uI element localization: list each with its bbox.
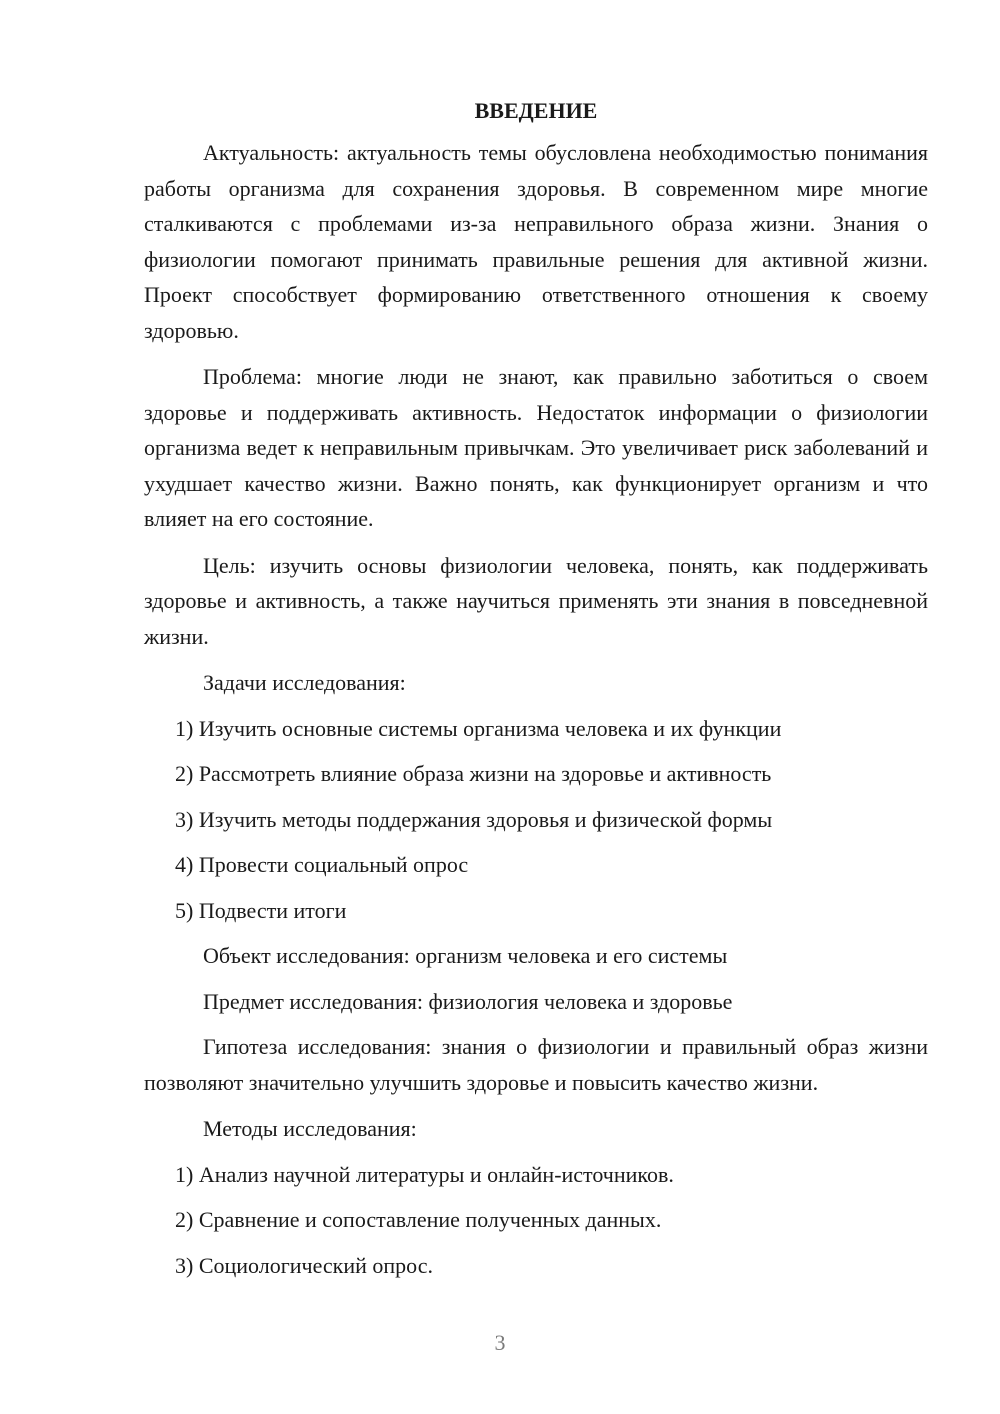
methods-heading: Методы исследования: xyxy=(203,1116,417,1141)
task-item: 3) Изучить методы поддержания здоровья и физической формы xyxy=(175,806,773,832)
tasks-heading: Задачи исследования: xyxy=(203,670,406,695)
object-line: Объект исследования: организм человека и его системы xyxy=(203,943,728,968)
task-item: 1) Изучить основные системы организма человека и их функции xyxy=(175,715,782,741)
subject-line: Предмет исследования: физиология человека и здоровье xyxy=(203,988,733,1014)
task-item: 2) Рассмотреть влияние образа жизни на здоровье и активность xyxy=(175,761,772,786)
method-item: 2) Сравнение и сопоставление полученных данных. xyxy=(175,1207,662,1232)
hypothesis-paragraph: Гипотеза исследования: знания о физиологии и правильный образ жизни позволяют значительно улучшить здоровье и повысить качество жизни. xyxy=(144,1034,928,1095)
task-item: 5) Подвести итоги xyxy=(175,897,347,923)
document-page xyxy=(144,93,928,1293)
method-item: 1) Анализ научной литературы и онлайн-источников. xyxy=(175,1161,674,1187)
relevance-paragraph: Актуальность: актуальность темы обусловлена необходимостью понимания работы организма для сохранения здоровья. В современном мире многие сталкиваются с проблемами из-за неправильного образа жизни. Знания о физиологии помогают принимать правильные решения для активной жизни. Проект способствует формированию ответственного отношения к своему здоровью. xyxy=(144,140,928,343)
page-number: 3 xyxy=(494,1330,506,1355)
problem-paragraph: Проблема: многие люди не знают, как правильно заботиться о своем здоровье и поддерживать активность. Недостаток информации о физиологии организма ведет к неправильным привычкам. Это увеличивает риск заболеваний и ухудшает качество жизни. Важно понять, как функционирует организм и что влияет на его состояние. xyxy=(144,364,928,531)
method-item: 3) Социологический опрос. xyxy=(175,1252,433,1278)
goal-paragraph: Цель: изучить основы физиологии человека, понять, как поддерживать здоровье и активность, а также научиться применять эти знания в повседневной жизни. xyxy=(144,552,928,649)
task-item: 4) Провести социальный опрос xyxy=(175,852,469,877)
page-title: ВВЕДЕНИЕ xyxy=(474,98,598,123)
